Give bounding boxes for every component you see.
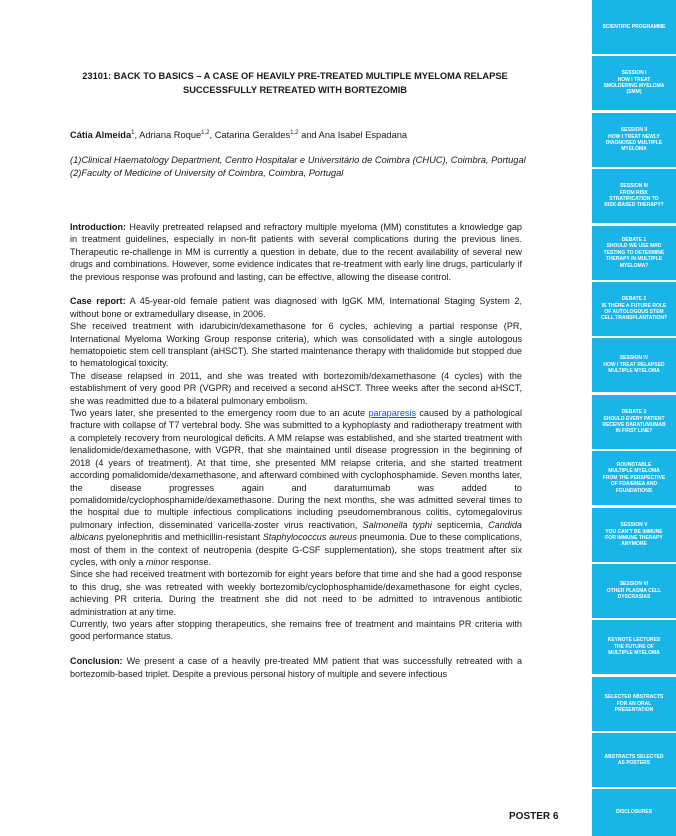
sidebar-item-label: SESSION II HOW I TREAT NEWLY DIAGNOSED MULTIPLE MYELOMA — [605, 127, 663, 153]
sidebar-item-5[interactable] — [592, 226, 676, 280]
author-2: Adriana Roque — [139, 130, 202, 141]
sidebar-nav — [592, 0, 676, 836]
author-1: Cátia Almeida — [70, 130, 132, 141]
affiliation-1: (1)Clinical Haematology Department, Centro Hospitalar e Universitário de Coimbra (CHUC), Coimbra, Portugal — [70, 155, 526, 165]
sidebar-item-label: DISCLOSURES — [615, 809, 653, 816]
sidebar-item-15[interactable] — [592, 789, 676, 836]
title-line-2: SUCCESSFULLY RETREATED WITH BORTEZOMIB — [183, 85, 407, 95]
sidebar-item-10[interactable] — [592, 508, 676, 562]
sidebar-item-14[interactable] — [592, 733, 676, 787]
author-4: Ana Isabel Espadana — [318, 130, 408, 141]
sidebar-item-1[interactable] — [592, 0, 676, 54]
abstract-body — [70, 221, 522, 680]
sidebar-item-4[interactable] — [592, 169, 676, 223]
poster-number: POSTER 6 — [509, 811, 559, 822]
author-3: Catarina Geraldes — [214, 130, 291, 141]
author-list: Cátia Almeida$^1$, Adriana Roque$^{1,2}$, Catarina Geraldes$^{1,2}$ and Ana Isabel Espadana — [70, 130, 408, 141]
sidebar-item-label: SESSION VI OTHER PLASMA CELL DYSCRASIAS — [606, 581, 662, 601]
sidebar-item-label: DEBATE 2 IS THERE A FUTURE ROLE OF AUTOLOGOUS STEM CELL TRANSPLANTATION? — [600, 296, 668, 322]
sidebar-item-label: SESSION I HOW I TREAT SMOLDERING MYELOMA (SMM) — [603, 70, 665, 96]
case-paragraph-2: She received treatment with idarubicin/dexamethasone for 6 cycles, achieving a partial response (PR, International Myeloma Working Group response criteria), which was consolidated with a single autologous hematopoietic stem cell transplant (aHSCT). She started maintenance therapy with thalidomide but stopped due to hematological toxicity. — [70, 321, 522, 369]
case-paragraph-3: The disease relapsed in 2011, and she was treated with bortezomib/dexamethasone (4 cycles) with the establishment of very good PR (VGPR) and received a second aHSCT. Three weeks after the second aHSCT, she was readmitted due to a bilateral pulmonary embolism. — [70, 370, 522, 406]
sidebar-item-6[interactable] — [592, 282, 676, 336]
abstract-title — [60, 69, 530, 97]
sidebar-item-label: ABSTRACTS SELECTED AS POSTERS — [604, 753, 664, 766]
title-line-1: 23101: BACK TO BASICS – A CASE OF HEAVILY PRE-TREATED MULTIPLE MYELOMA RELAPSE — [82, 71, 508, 81]
case-report-label: Case report: — [70, 296, 126, 307]
case-report-paragraph: Case report: A 45-year-old female patient was diagnosed with IgGK MM, International Staging System 2, without bone or extramedullary disease, in 2006. — [70, 296, 522, 319]
conclusion-paragraph: Conclusion: We present a case of a heavily pre-treated MM patient that was successfully retreated with a bortezomib-based triplet. Despite a previous personal history of multiple and severe infectious — [70, 656, 522, 679]
sidebar-item-8[interactable] — [592, 395, 676, 449]
sidebar-item-9[interactable] — [592, 451, 676, 505]
sidebar-item-label: DEBATE 1 SHOULD WE USE MRD TESTING TO DETERMINE THERAPY IN MULTIPLE MYELOMA? — [603, 236, 665, 269]
affiliations — [70, 154, 530, 181]
author-3-affil: 1,2 — [290, 130, 299, 136]
case-paragraph-4: Two years later, she presented to the emergency room due to an acute paraparesis caused by a pathological fracture with collapse of T7 vertebral body. She was submitted to a kyphoplasty and radiotherapy treatment with a completely recovery from neurological deficits. A MM relapse was established, and she started treatment with lenalidomide/dexamethasone, with VGPR, that she maintained until disease progression in the beginning of 2018 (4 years of treatment). At that time, she presented MM relapse criteria, and she started treatment according pomalidomide/dexamethasone, and afterward combined with cyclophosphamide. Seven months later, the disease progresses again and daratumumab was added to pomalidomide/cyclophosphamide/dexamethasone. During the next months, she was admitted several times to the hospital due to multiple infectious complications including pseudomembranous colitis, cytomegalovirus pulmonary infection, disseminated varicella-zoster virus reactivation, Salmonella typhi septicemia, Candida albicans pyelonephritis and methicillin-resistant Staphylococcus aureus pneumonia. Due to these complications, most of them in the context of neutropenia (despite G-CSF supplementation), she stops treatment after six cycles, with only a minor response. — [70, 408, 522, 567]
sidebar-item-label: SELECTED ABSTRACTS FOR AN ORAL PRESENTATION — [604, 694, 664, 714]
sidebar-item-label: SESSION III FROM RISK STRATIFICATION TO RISK-BASED THERAPY? — [604, 183, 664, 209]
sidebar-item-label: SCIENTIFIC PROGRAMME — [602, 23, 666, 30]
sidebar-item-label: KEYNOTE LECTURES THE FUTURE OF MULTIPLE MYELOMA — [607, 637, 661, 657]
sidebar-item-7[interactable] — [592, 338, 676, 392]
sidebar-item-11[interactable] — [592, 564, 676, 618]
introduction-paragraph: Introduction: Heavily pretreated relapsed and refractory multiple myeloma (MM) constitutes a knowledge gap in treatment guidelines, especially in non-fit patients with several complications during the previous lines. Therapeutic re-challenge in MM is currently a question in debate, due to the recent availability of several new drugs and combinations. However, some evidence indicates that re-treatment with early line drugs, particularly if the previous response was profound and lasting, can be effective, allowing the disease control. — [70, 222, 522, 282]
sidebar-item-label: SESSION V YOU CAN'T BE IMMUNE FOR IMMUNE THERAPY ANYMORE — [605, 522, 663, 548]
conclusion-label: Conclusion: — [70, 656, 123, 667]
sidebar-item-13[interactable] — [592, 677, 676, 731]
sidebar-item-3[interactable] — [592, 113, 676, 167]
sidebar-item-12[interactable] — [592, 620, 676, 674]
paraparesis-link[interactable]: paraparesis — [368, 408, 417, 419]
affiliation-2: (2)Faculty of Medicine of University of Coimbra, Coimbra, Portugal — [70, 168, 344, 179]
introduction-label: Introduction: — [70, 222, 127, 232]
author-2-affil: 1,2 — [201, 130, 210, 136]
case-paragraph-6: Currently, two years after stopping therapeutics, she remains free of treatment and maintains PR criteria with good performance status. — [70, 618, 522, 642]
sidebar-item-label: ROUNDTABLE MULTIPLE MYELOMA FROM THE PERSPECTIVE OF FDA/EMEA AND FOUNDATIONS — [602, 461, 666, 494]
sidebar-item-2[interactable] — [592, 56, 676, 110]
case-paragraph-5: Since she had received treatment with bortezomib for eight years before that time and she had a good response to this drug, she was retreated with weekly bortezomib/cyclophosphamide/dexamethasone for eight cycles, achieving PR criteria. During the treatment she did not need to be admitted to intravenous antibiotic administration at any time. — [70, 569, 522, 617]
sidebar-item-label: DEBATE 3 SHOULD EVERY PATIENT RECEIVE DARATUMUMAB IN FIRST LINE? — [602, 409, 666, 435]
sidebar-item-label: SESSION IV HOW I TREAT RELAPSED MULTIPLE MYELOMA — [603, 355, 665, 375]
author-1-affil: 1 — [131, 130, 135, 136]
